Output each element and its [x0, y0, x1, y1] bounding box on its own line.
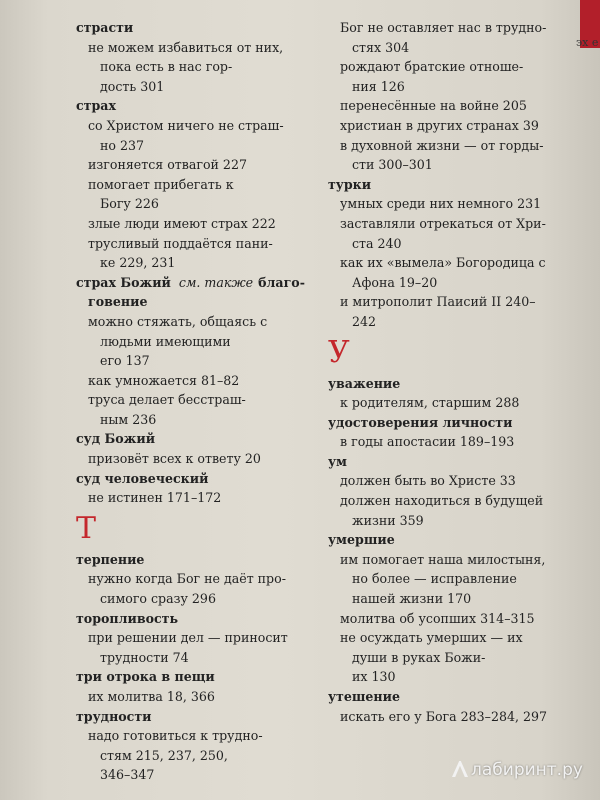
- index-subentry: им помогает наша милостыня,: [340, 551, 546, 567]
- index-subentry: как умножается 81–82: [88, 372, 240, 388]
- index-heading: уважение: [328, 375, 401, 391]
- index-subentry: Бог не оставляет нас в трудно-: [340, 20, 547, 35]
- index-heading: умершие: [328, 532, 395, 548]
- index-heading: три отрока в пещи: [76, 669, 215, 685]
- index-subentry-continuation: но 237: [100, 137, 145, 153]
- index-subentry: умных среди них немного 231: [340, 196, 542, 212]
- index-subentry-continuation: стях 304: [352, 39, 410, 55]
- index-subentry: призовёт всех к ответу 20: [88, 451, 261, 467]
- index-subentry: не можем избавиться от них,: [88, 39, 284, 55]
- index-subentry: к родителям, старшим 288: [340, 395, 520, 411]
- index-subentry: должен быть во Христе 33: [340, 473, 516, 489]
- index-heading: страсти: [76, 20, 134, 35]
- index-subentry: труса делает бесстраш-: [88, 392, 246, 408]
- index-subentry-continuation: ке 229, 231: [100, 255, 176, 271]
- index-subentry: перенесённые на войне 205: [340, 98, 527, 114]
- next-page-edge-text: эх е: [576, 36, 599, 49]
- watermark-text: лабиринт.ру: [471, 760, 583, 780]
- index-column-left: [76, 18, 308, 785]
- index-subentry-continuation: жизни 359: [352, 512, 424, 528]
- index-subentry: заставляли отрекаться от Хри-: [340, 215, 546, 231]
- index-subentry: не истинен 171–172: [88, 490, 222, 506]
- index-subentry: в годы апостасии 189–193: [340, 434, 515, 450]
- index-subentry-continuation: дость 301: [100, 78, 165, 94]
- index-subentry: в духовной жизни — от горды-: [340, 137, 544, 153]
- index-subentry-continuation: ния 126: [352, 78, 405, 94]
- index-column-right: [328, 18, 560, 726]
- index-subentry-continuation: ным 236: [100, 411, 157, 427]
- index-heading: суд человеческий: [76, 470, 209, 486]
- index-subentry: христиан в других странах 39: [340, 117, 539, 133]
- section-letter: Т: [76, 510, 97, 546]
- index-subentry: их молитва 18, 366: [88, 689, 215, 704]
- index-heading: [76, 273, 308, 293]
- index-subentry-continuation: их 130: [352, 669, 396, 685]
- index-subentry: и митрополит Паисий II 240–: [340, 294, 536, 310]
- see-also-note: см. также: [178, 274, 254, 290]
- index-subentry: помогает прибегать к: [88, 176, 234, 192]
- index-subentry-continuation: его 137: [100, 353, 150, 369]
- labirint-logo-icon: [452, 761, 468, 777]
- index-subentry: нужно когда Бог не даёт про-: [88, 571, 286, 587]
- index-heading: трудности: [76, 708, 152, 724]
- index-subentry: трусливый поддаётся пани-: [88, 235, 273, 251]
- heading-text: страх Божий: [76, 274, 171, 290]
- index-subentry-continuation: души в руках Божи-: [352, 649, 486, 665]
- index-subentry: как их «вымела» Богородица с: [340, 255, 546, 271]
- index-heading: ум: [328, 453, 348, 469]
- index-subentry: злые люди имеют страх 222: [88, 215, 276, 231]
- index-subentry: изгоняется отвагой 227: [88, 157, 247, 173]
- index-subentry-continuation: людьми имеющими: [100, 333, 231, 349]
- index-heading: суд Божий: [76, 431, 156, 447]
- index-subentry: искать его у Бога 283–284, 297: [340, 708, 548, 724]
- index-heading: удостоверения личности: [328, 414, 513, 430]
- index-subentry-continuation: но более — исправление: [352, 571, 517, 587]
- index-subentry-continuation: нашей жизни 170: [352, 591, 472, 607]
- index-subentry: рождают братские отноше-: [340, 59, 524, 75]
- index-subentry-continuation: 346–347: [100, 767, 155, 783]
- heading-text-after: благо-: [258, 274, 305, 290]
- index-subentry: можно стяжать, общаясь с: [88, 313, 268, 329]
- index-subentry-continuation: Богу 226: [100, 196, 159, 212]
- section-letter: У: [328, 334, 350, 370]
- index-subentry: должен находиться в будущей: [340, 493, 544, 509]
- index-subentry: молитва об усопших 314–315: [340, 610, 535, 626]
- index-subentry-continuation: сти 300–301: [352, 157, 433, 173]
- index-subentry-continuation: стям 215, 237, 250,: [100, 747, 228, 763]
- index-subentry: не осуждать умерших — их: [340, 630, 523, 646]
- index-subentry-continuation: пока есть в нас гор-: [100, 59, 233, 75]
- watermark: [452, 760, 583, 780]
- index-heading: страх: [76, 98, 116, 114]
- index-subentry-continuation: трудности 74: [100, 649, 189, 665]
- index-heading: говение: [88, 294, 148, 310]
- index-subentry-continuation: ста 240: [352, 235, 402, 251]
- index-heading: турки: [328, 176, 372, 192]
- index-subentry-continuation: симого сразу 296: [100, 591, 216, 607]
- index-subentry-continuation: Афона 19–20: [352, 274, 438, 290]
- index-subentry: надо готовиться к трудно-: [88, 728, 263, 744]
- index-subentry-continuation: 242: [352, 313, 377, 329]
- index-heading: утешение: [328, 689, 400, 704]
- index-subentry: со Христом ничего не страш-: [88, 117, 284, 133]
- index-heading: терпение: [76, 551, 145, 567]
- index-subentry: при решении дел — приносит: [88, 630, 288, 646]
- index-heading: торопливость: [76, 610, 179, 626]
